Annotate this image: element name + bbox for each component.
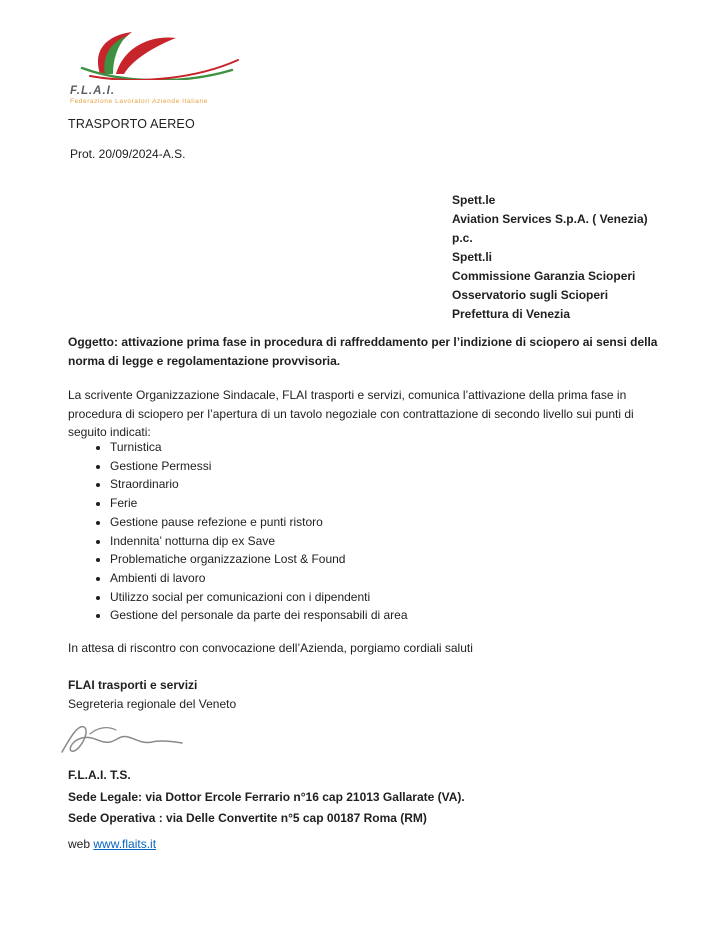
intro-line: La scrivente Organizzazione Sindacale, FLAI trasporti e servizi, comunica l’attivazione della prima fase in <box>68 388 627 402</box>
list-item: • Indennita’ notturna dip ex Save <box>110 532 648 551</box>
closing-line: In attesa di riscontro con convocazione dell’Azienda, porgiamo cordiali saluti <box>68 641 473 655</box>
web-label: web <box>68 837 91 851</box>
website-link[interactable]: www.flaits.it <box>93 837 157 851</box>
demands-list <box>68 438 648 625</box>
recipient-line: Spett.le <box>452 193 496 207</box>
recipient-line: Prefettura di Venezia <box>452 307 571 321</box>
protocol-line: Prot. 20/09/2024-A.S. <box>70 147 186 161</box>
department-line: TRASPORTO AEREO <box>68 117 195 131</box>
subject-line: Oggetto: attivazione prima fase in procedura di raffreddamento per l’indizione di sciopero ai sensi della <box>68 335 658 349</box>
recipient-line: Commissione Garanzia Scioperi <box>452 269 636 283</box>
subject-block <box>68 333 668 371</box>
footer-block <box>68 765 465 830</box>
list-item: • Ferie <box>110 494 648 513</box>
recipient-line: p.c. <box>452 231 473 245</box>
intro-line: seguito indicati: <box>68 425 151 439</box>
recipient-block <box>452 191 648 324</box>
list-item: • Ambienti di lavoro <box>110 569 648 588</box>
signoff-block <box>68 676 236 714</box>
list-item: • Utilizzo social per comunicazioni con i dipendenti <box>110 588 648 607</box>
list-item: • Turnistica <box>110 438 648 457</box>
web-line <box>68 837 156 851</box>
signoff-org: FLAI trasporti e servizi <box>68 678 198 692</box>
list-item: • Problematiche organizzazione Lost & Found <box>110 550 648 569</box>
footer-operational-seat: Sede Operativa : via Delle Convertite n°5 cap 00187 Roma (RM) <box>68 811 427 825</box>
flai-logo <box>70 30 260 105</box>
recipient-line: Aviation Services S.p.A. ( Venezia) <box>452 212 648 226</box>
recipient-line: Spett.li <box>452 250 493 264</box>
list-item: • Gestione pause refezione e punti ristoro <box>110 513 648 532</box>
list-item: • Gestione del personale da parte dei responsabili di area <box>110 606 648 625</box>
logo-acronym: F.L.A.I. <box>70 85 116 97</box>
subject-line: norma di legge e regolamentazione provvisoria. <box>68 354 341 368</box>
list-item: • Straordinario <box>110 475 648 494</box>
recipient-line: Osservatorio sugli Scioperi <box>452 288 609 302</box>
logo-tagline: Federazione Lavoratori Aziende Italiane <box>70 98 208 105</box>
footer-legal-seat: Sede Legale: via Dottor Ercole Ferrario n°16 cap 21013 Gallarate (VA). <box>68 789 465 804</box>
footer-acronym: F.L.A.I. T.S. <box>68 768 131 782</box>
list-item: • Gestione Permessi <box>110 457 648 476</box>
signature-scribble-icon <box>58 714 198 762</box>
intro-line: procedura di sciopero per l’apertura di un tavolo negoziale con contrattazione di secondo livello sui punti di <box>68 406 634 421</box>
signoff-secretariat: Segreteria regionale del Veneto <box>68 697 237 711</box>
intro-paragraph <box>68 386 668 442</box>
flai-logo-icon <box>70 30 242 80</box>
signature-image <box>58 714 198 765</box>
